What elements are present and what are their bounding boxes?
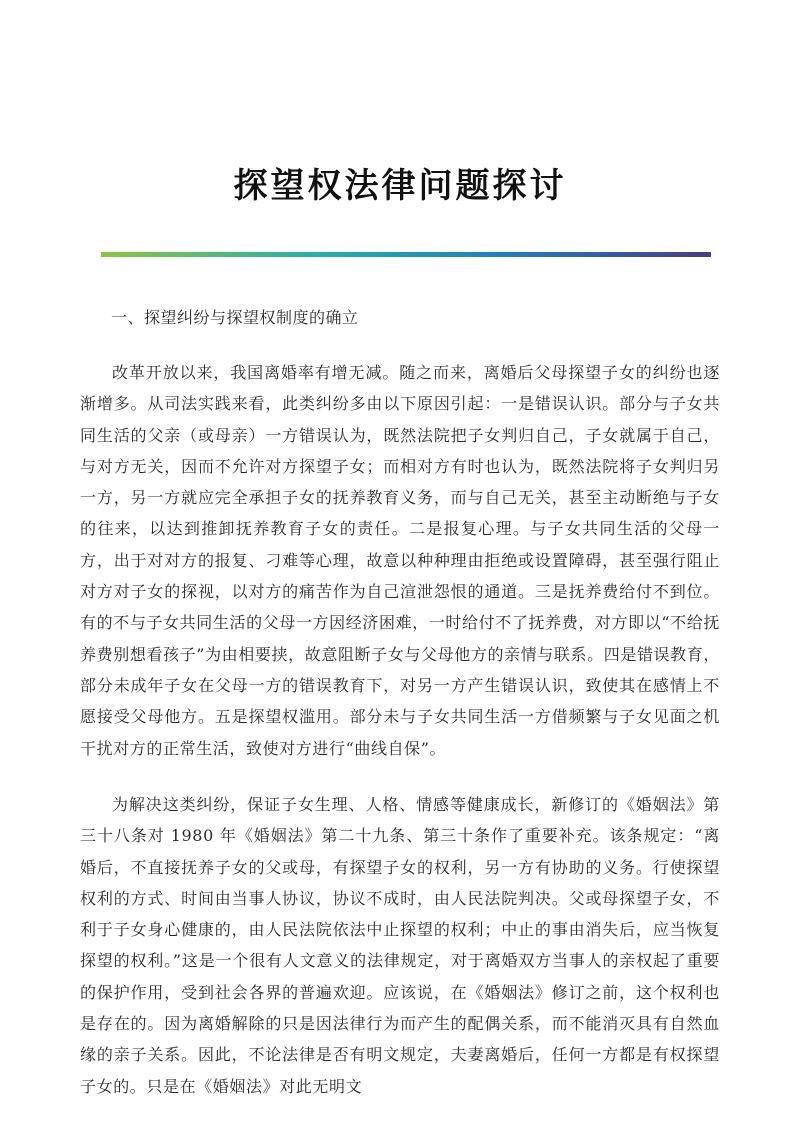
title-divider bbox=[101, 252, 711, 257]
document-title: 探望权法律问题探讨 bbox=[233, 166, 567, 206]
body-paragraph: 为解决这类纠纷，保证子女生理、人格、情感等健康成长，新修订的《婚姻法》第三十八条对 1980 年《婚姻法》第二十九条、第三十条作了重要补充。该条规定：“离婚后，不直接抚养子女的父或母，有探望子女的权利，另一方有协助的义务。行使探望权利的方式、时间由当事人协议，协议不成时，由人民法院判决。父或母探望子女，不利于子女身心健康的，由人民法院依法中止探望的权利；中止的事由消失后，应当恢复探望的权利。”这是一个很有人文意义的法律规定，对于离婚双方当事人的亲权起了重要的保护作用，受到社会各界的普遍欢迎。应该说，在《婚姻法》修订之前，这个权利也是存在的。因为离婚解除的只是因法律行为而产生的配偶关系，而不能消灭具有自然血缘的亲子关系。因此，不论法律是否有明文规定，夫妻离婚后，任何一方都是有权探望子女的。只是在《婚姻法》对此无明文 bbox=[80, 795, 720, 1096]
section-heading: 一、探望纠纷与探望权制度的确立 bbox=[111, 308, 359, 327]
body-paragraph: 改革开放以来，我国离婚率有增无减。随之而来，离婚后父母探望子女的纠纷也逐渐增多。从司法实践来看，此类纠纷多由以下原因引起：一是错误认识。部分与子女共同生活的父亲（或母亲）一方错误认为，既然法院把子女判归自己，子女就属于自己，与对方无关，因而不允许对方探望子女；而相对方有时也认为，既然法院将子女判归另一方，另一方就应完全承担子女的抚养教育义务，而与自己无关，甚至主动断绝与子女的往来，以达到推卸抚养教育子女的责任。二是报复心理。与子女共同生活的父母一方，出于对对方的报复、刁难等心理，故意以种种理由拒绝或设置障碍，甚至强行阻止对方对子女的探视，以对方的痛苦作为自己渲泄怨恨的通道。三是抚养费给付不到位。有的不与子女共同生活的父母一方因经济困难，一时给付不了抚养费，对方即以“不给抚养费别想看孩子”为由相要挟，故意阻断子女与父母他方的亲情与联系。四是错误教育，部分未成年子女在父母一方的错误教育下，对另一方产生错误认识，致使其在感情上不愿接受父母他方。五是探望权滥用。部分未与子女共同生活一方借频繁与子女见面之机干扰对方的正常生活，致使对方进行“曲线自保”。 bbox=[80, 363, 720, 758]
